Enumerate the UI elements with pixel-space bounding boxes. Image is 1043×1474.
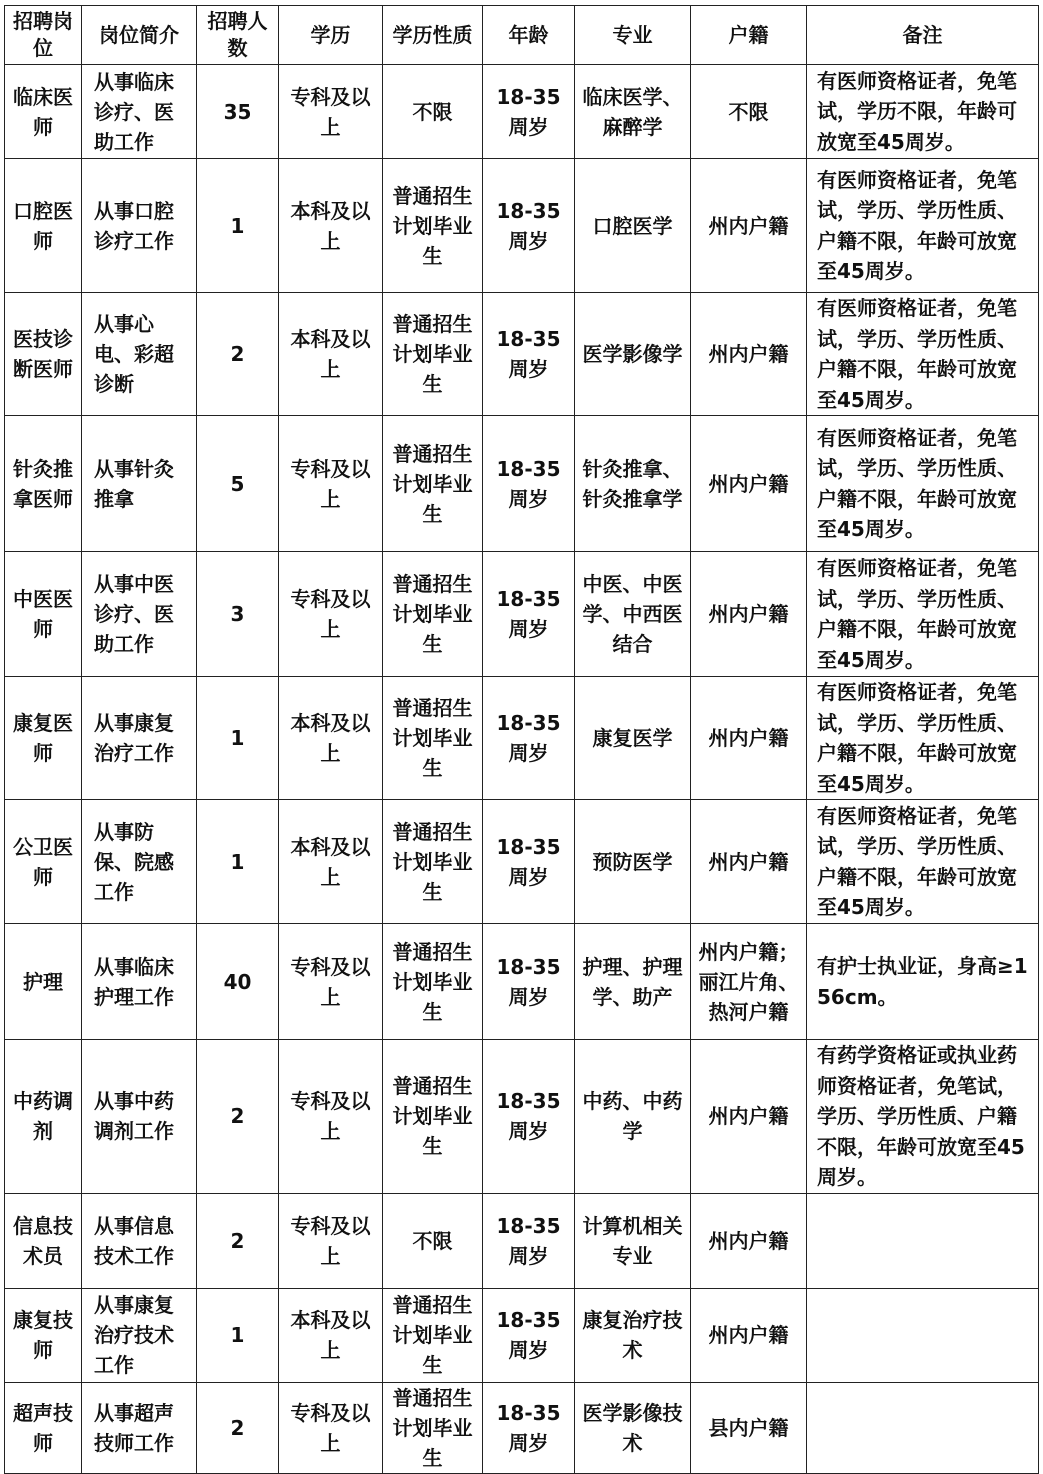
cell-count: 35 [197,65,279,159]
cell-education-type: 普通招生计划毕业生 [383,677,483,800]
cell-age: 18-35周岁 [483,677,575,800]
cell-position: 信息技术员 [5,1193,82,1288]
table-row [5,800,1039,924]
cell-age: 18-35周岁 [483,1382,575,1473]
cell-position: 公卫医师 [5,800,82,924]
cell-count: 2 [197,1040,279,1194]
cell-education-type: 普通招生计划毕业生 [383,416,483,552]
cell-education: 专科及以上 [279,416,383,552]
cell-position: 医技诊断医师 [5,293,82,416]
table-row [5,1382,1039,1473]
cell-position: 中医医师 [5,552,82,677]
cell-description: 从事临床诊疗、医助工作 [82,65,197,159]
cell-count: 5 [197,416,279,552]
cell-education-type: 普通招生计划毕业生 [383,1382,483,1473]
cell-description: 从事信息技术工作 [82,1193,197,1288]
cell-description: 从事康复治疗工作 [82,677,197,800]
cell-remarks: 有医师资格证者，免笔试，学历、学历性质、户籍不限，年龄可放宽至45周岁。 [807,677,1039,800]
cell-education: 专科及以上 [279,65,383,159]
cell-remarks: 有医师资格证者，免笔试，学历、学历性质、户籍不限，年龄可放宽至45周岁。 [807,416,1039,552]
cell-description: 从事针灸推拿 [82,416,197,552]
cell-education-type: 普通招生计划毕业生 [383,1040,483,1194]
cell-residence: 州内户籍 [691,1288,807,1382]
header-cell-major: 专业 [575,6,691,65]
cell-major: 计算机相关专业 [575,1193,691,1288]
cell-description: 从事康复治疗技术工作 [82,1288,197,1382]
cell-education-type: 不限 [383,1193,483,1288]
cell-education-type: 普通招生计划毕业生 [383,293,483,416]
cell-description: 从事心电、彩超诊断 [82,293,197,416]
cell-count: 2 [197,293,279,416]
cell-remarks [807,1193,1039,1288]
cell-count: 1 [197,1288,279,1382]
recruitment-table [4,5,1039,1474]
table-row [5,677,1039,800]
cell-residence: 州内户籍 [691,800,807,924]
header-cell-residence: 户籍 [691,6,807,65]
cell-education: 本科及以上 [279,800,383,924]
cell-age: 18-35周岁 [483,65,575,159]
cell-description: 从事中医诊疗、医助工作 [82,552,197,677]
cell-remarks: 有医师资格证者，免笔试，学历、学历性质、户籍不限，年龄可放宽至45周岁。 [807,293,1039,416]
cell-position: 超声技师 [5,1382,82,1473]
cell-residence: 州内户籍 [691,1193,807,1288]
cell-remarks: 有护士执业证，身高≥156cm。 [807,924,1039,1040]
cell-remarks: 有药学资格证或执业药师资格证者，免笔试，学历、学历性质、户籍不限，年龄可放宽至45周岁。 [807,1040,1039,1194]
table-row [5,159,1039,293]
cell-description: 从事临床护理工作 [82,924,197,1040]
cell-residence: 州内户籍 [691,1040,807,1194]
cell-age: 18-35周岁 [483,159,575,293]
cell-position: 口腔医师 [5,159,82,293]
table-row [5,416,1039,552]
cell-residence: 州内户籍 [691,552,807,677]
cell-education: 本科及以上 [279,293,383,416]
table-row [5,552,1039,677]
cell-age: 18-35周岁 [483,800,575,924]
cell-education: 本科及以上 [279,677,383,800]
cell-major: 医学影像技术 [575,1382,691,1473]
cell-residence: 州内户籍 [691,677,807,800]
cell-major: 中医、中医学、中西医结合 [575,552,691,677]
table-row [5,293,1039,416]
cell-major: 临床医学、麻醉学 [575,65,691,159]
header-cell-count: 招聘人数 [197,6,279,65]
cell-residence: 州内户籍 [691,416,807,552]
cell-education: 专科及以上 [279,1193,383,1288]
cell-education-type: 普通招生计划毕业生 [383,800,483,924]
cell-count: 2 [197,1193,279,1288]
table-row [5,65,1039,159]
cell-major: 康复医学 [575,677,691,800]
cell-education-type: 普通招生计划毕业生 [383,552,483,677]
cell-age: 18-35周岁 [483,1193,575,1288]
cell-age: 18-35周岁 [483,293,575,416]
recruitment-table-wrapper [4,5,1039,1474]
header-cell-education: 学历 [279,6,383,65]
header-cell-description: 岗位简介 [82,6,197,65]
cell-education: 专科及以上 [279,924,383,1040]
header-cell-remarks: 备注 [807,6,1039,65]
cell-education: 专科及以上 [279,552,383,677]
cell-count: 1 [197,677,279,800]
cell-education-type: 普通招生计划毕业生 [383,924,483,1040]
header-row [5,6,1039,65]
cell-position: 护理 [5,924,82,1040]
cell-position: 临床医师 [5,65,82,159]
cell-remarks: 有医师资格证者，免笔试，学历、学历性质、户籍不限，年龄可放宽至45周岁。 [807,552,1039,677]
cell-remarks: 有医师资格证者，免笔试，学历不限，年龄可放宽至45周岁。 [807,65,1039,159]
cell-major: 预防医学 [575,800,691,924]
cell-education: 专科及以上 [279,1382,383,1473]
cell-position: 中药调剂 [5,1040,82,1194]
cell-count: 3 [197,552,279,677]
cell-age: 18-35周岁 [483,552,575,677]
cell-major: 护理、护理学、助产 [575,924,691,1040]
cell-position: 康复技师 [5,1288,82,1382]
cell-count: 1 [197,800,279,924]
cell-remarks: 有医师资格证者，免笔试，学历、学历性质、户籍不限，年龄可放宽至45周岁。 [807,159,1039,293]
cell-description: 从事超声技师工作 [82,1382,197,1473]
cell-residence: 州内户籍；丽江片角、热河户籍 [691,924,807,1040]
cell-description: 从事口腔诊疗工作 [82,159,197,293]
cell-position: 针灸推拿医师 [5,416,82,552]
cell-residence: 州内户籍 [691,293,807,416]
cell-education: 本科及以上 [279,1288,383,1382]
cell-major: 针灸推拿、针灸推拿学 [575,416,691,552]
cell-description: 从事防保、院感工作 [82,800,197,924]
cell-remarks: 有医师资格证者，免笔试，学历、学历性质、户籍不限，年龄可放宽至45周岁。 [807,800,1039,924]
cell-description: 从事中药调剂工作 [82,1040,197,1194]
cell-major: 口腔医学 [575,159,691,293]
cell-count: 1 [197,159,279,293]
cell-residence: 不限 [691,65,807,159]
header-cell-position: 招聘岗位 [5,6,82,65]
cell-age: 18-35周岁 [483,1040,575,1194]
cell-major: 中药、中药学 [575,1040,691,1194]
cell-major: 康复治疗技术 [575,1288,691,1382]
cell-remarks [807,1288,1039,1382]
table-row [5,924,1039,1040]
cell-count: 40 [197,924,279,1040]
cell-education: 专科及以上 [279,1040,383,1194]
cell-major: 医学影像学 [575,293,691,416]
cell-residence: 县内户籍 [691,1382,807,1473]
cell-residence: 州内户籍 [691,159,807,293]
cell-education-type: 普通招生计划毕业生 [383,159,483,293]
cell-position: 康复医师 [5,677,82,800]
header-cell-education-type: 学历性质 [383,6,483,65]
cell-education-type: 普通招生计划毕业生 [383,1288,483,1382]
header-cell-age: 年龄 [483,6,575,65]
cell-education: 本科及以上 [279,159,383,293]
table-row [5,1193,1039,1288]
table-row [5,1040,1039,1194]
cell-age: 18-35周岁 [483,1288,575,1382]
cell-age: 18-35周岁 [483,924,575,1040]
cell-education-type: 不限 [383,65,483,159]
cell-count: 2 [197,1382,279,1473]
cell-age: 18-35周岁 [483,416,575,552]
table-row [5,1288,1039,1382]
cell-remarks [807,1382,1039,1473]
